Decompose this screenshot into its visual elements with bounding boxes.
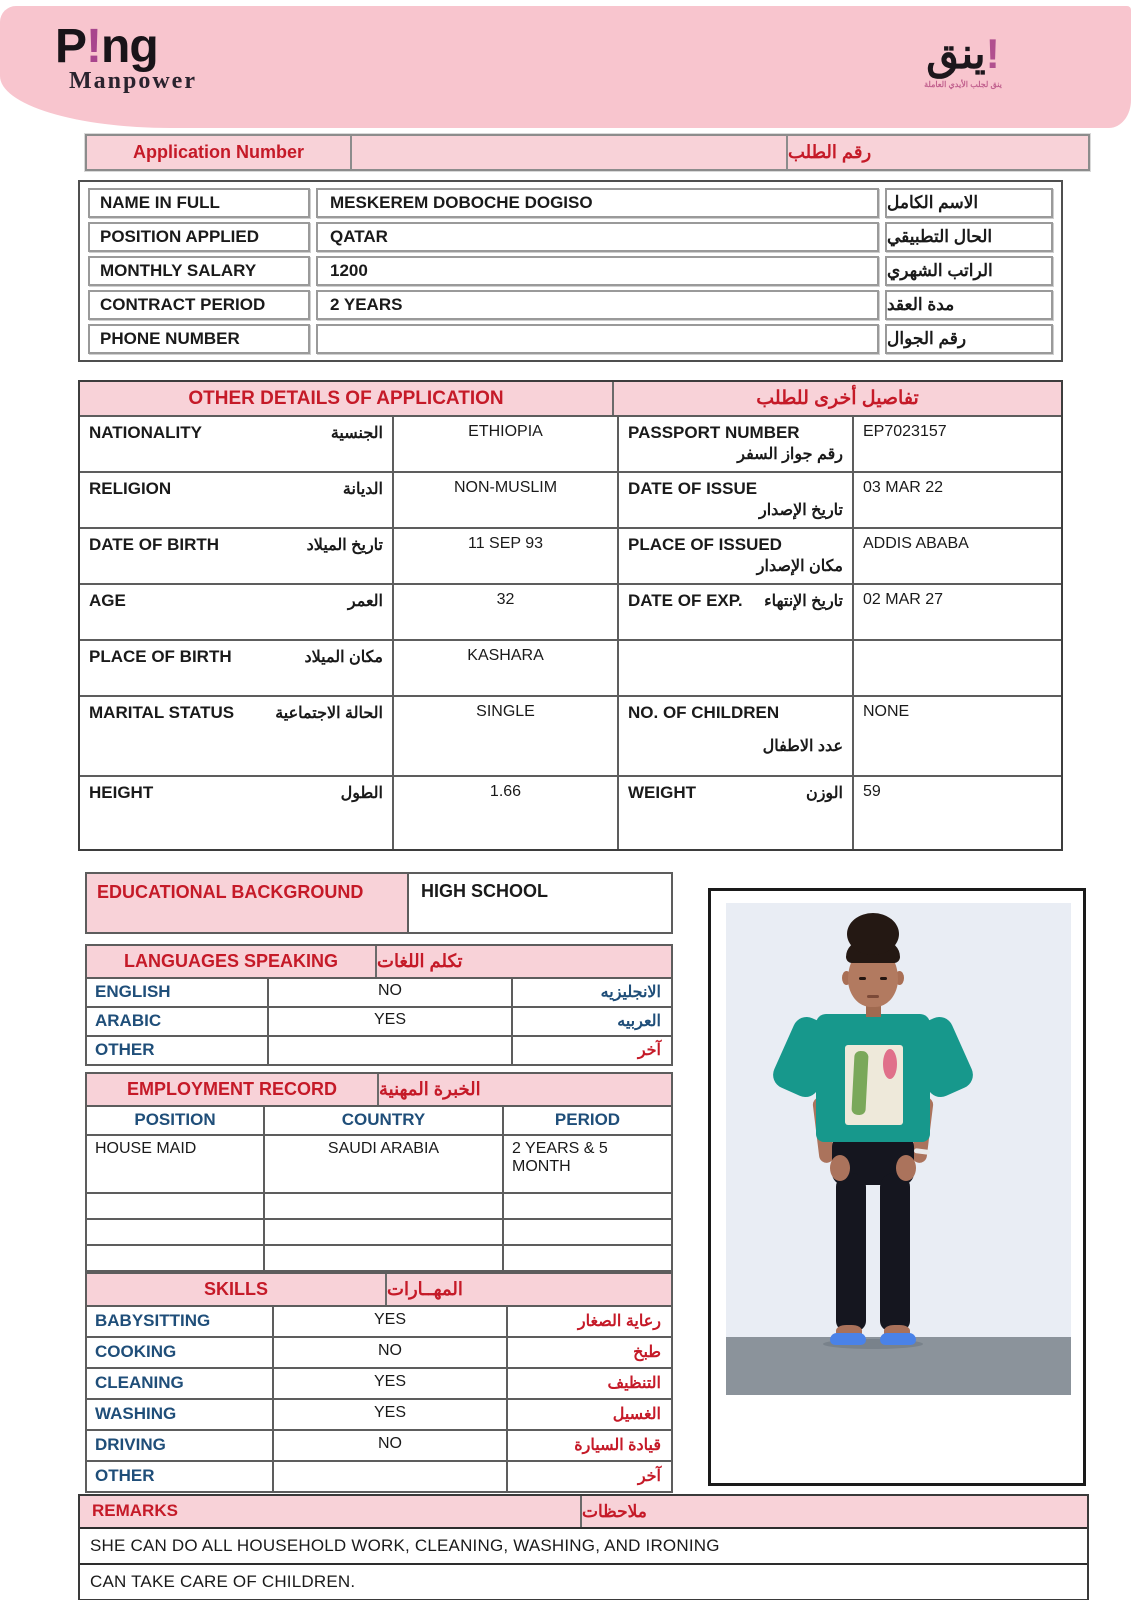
logo-letter-p: P: [55, 20, 87, 73]
other-details-title-arabic: تفاصيل أخرى للطلب: [756, 388, 919, 409]
application-number-label: Application Number: [132, 142, 304, 162]
english-label-arabic: الانجليزيه: [600, 984, 661, 1001]
photo-person-sandal: [880, 1333, 916, 1345]
remarks-title-arabic: ملاحظات: [582, 1501, 647, 1521]
educational-background-table: [85, 872, 673, 934]
babysitting-value: YES: [272, 1307, 508, 1336]
date-of-exp-label: DATE OF EXP. تاريخ الإنتهاء: [617, 585, 852, 639]
table-row: [87, 977, 671, 1006]
cleaning-label: CLEANING: [95, 1373, 184, 1392]
cooking-label: COOKING: [95, 1342, 177, 1361]
other-details-table: [78, 380, 1063, 851]
remarks-title: REMARKS: [80, 1496, 582, 1527]
monthly-salary-label-arabic: الراتب الشهري: [885, 256, 1053, 286]
period-column-header: PERIOD: [502, 1107, 671, 1134]
table-row: [87, 1006, 671, 1035]
nationality-label: NATIONALITY الجنسية: [89, 423, 383, 442]
arabic-label: ARABIC: [95, 1011, 162, 1030]
table-row: [87, 1218, 671, 1244]
english-label: ENGLISH: [95, 982, 171, 1001]
position-applied-label-arabic: الحال التطبيقي: [885, 222, 1053, 252]
skills-header: [87, 1274, 671, 1305]
photo-person-hair-bun: [847, 913, 899, 955]
position-column-header: POSITION: [134, 1110, 216, 1129]
personal-details-table: [78, 180, 1063, 362]
age-value: 32: [392, 585, 617, 639]
table-row: [87, 1460, 671, 1491]
photo-person-hand: [896, 1155, 916, 1181]
no-of-children-value: NONE: [852, 697, 1061, 775]
employment-title-arabic: الخبرة المهنية: [379, 1079, 481, 1099]
phone-number-value: [316, 324, 879, 354]
employment-position-value: HOUSE MAID: [95, 1140, 197, 1157]
application-number-value: [350, 136, 788, 169]
driving-label: DRIVING: [95, 1435, 166, 1454]
no-of-children-label: NO. OF CHILDREN عدد الاطفال: [617, 697, 852, 775]
other-details-title: OTHER DETAILS OF APPLICATION: [80, 382, 614, 415]
photo-person-leg: [880, 1173, 910, 1331]
table-row: [80, 527, 1061, 583]
empty-cell: [617, 641, 852, 695]
skills-title-arabic: المهــارات: [387, 1279, 463, 1299]
employment-record-table: [85, 1072, 673, 1272]
table-row: [88, 324, 1053, 354]
phone-number-label: PHONE NUMBER: [88, 324, 310, 354]
cooking-value: NO: [272, 1338, 508, 1367]
table-row: [87, 1336, 671, 1367]
table-row: [88, 290, 1053, 320]
nationality-value: ETHIOPIA: [392, 417, 617, 471]
applicant-photo-frame: [708, 888, 1086, 1486]
table-row: [80, 415, 1061, 471]
height-value: 1.66: [392, 777, 617, 849]
photo-person-eye: [859, 977, 866, 980]
age-label: AGE العمر: [89, 591, 383, 610]
date-of-birth-value: 11 SEP 93: [392, 529, 617, 583]
skills-table: [85, 1272, 673, 1493]
educational-background-label: EDUCATIONAL BACKGROUND: [87, 874, 407, 932]
languages-title: LANGUAGES SPEAKING: [87, 946, 377, 977]
babysitting-label-arabic: رعاية الصغار: [577, 1313, 661, 1330]
remarks-header: [80, 1496, 1087, 1527]
weight-label: WEIGHT الوزن: [617, 777, 852, 849]
table-row: [88, 188, 1053, 218]
table-row: [88, 256, 1053, 286]
educational-background-value: HIGH SCHOOL: [407, 874, 671, 932]
arabic-logo-subtitle: ينق لجلب الأيدي العاملة: [924, 80, 1002, 89]
languages-header: [87, 946, 671, 977]
remarks-table: [78, 1494, 1089, 1600]
arabic-label-arabic: العربيه: [617, 1013, 661, 1030]
pink-header-banner: [0, 6, 1131, 128]
cooking-label-arabic: طبخ: [633, 1344, 661, 1361]
passport-number-label: PASSPORT NUMBER رقم جواز السفر: [617, 417, 852, 471]
logo-exclamation-icon: !: [86, 20, 101, 73]
religion-value: NON-MUSLIM: [392, 473, 617, 527]
languages-title-arabic: تكلم اللغات: [377, 951, 463, 971]
logo-letters-ng: ng: [101, 20, 158, 73]
contract-period-value: 2 YEARS: [316, 290, 879, 320]
contract-period-label-arabic: مدة العقد: [885, 290, 1053, 320]
arabic-logo-exclamation-icon: !: [985, 30, 1000, 77]
table-row: [87, 1035, 671, 1064]
application-number-row: [85, 134, 1090, 171]
monthly-salary-label: MONTHLY SALARY: [88, 256, 310, 286]
passport-number-value: EP7023157: [852, 417, 1061, 471]
country-column-header: COUNTRY: [263, 1107, 502, 1134]
table-row: [87, 1367, 671, 1398]
table-row: [87, 1244, 671, 1270]
name-in-full-value: MESKEREM DOBOCHE DOGISO: [316, 188, 879, 218]
washing-label: WASHING: [95, 1404, 177, 1423]
arabic-logo-wordmark: [863, 30, 1063, 78]
table-row: [80, 471, 1061, 527]
religion-label: RELIGION الديانة: [89, 479, 383, 498]
phone-number-label-arabic: رقم الجوال: [885, 324, 1053, 354]
applicant-photo: [726, 903, 1071, 1395]
washing-label-arabic: الغسيل: [612, 1406, 661, 1423]
babysitting-label: BABYSITTING: [95, 1311, 211, 1330]
other-skill-label: OTHER: [95, 1466, 155, 1485]
other-language-value: [267, 1037, 513, 1064]
table-row: [87, 1398, 671, 1429]
cleaning-label-arabic: التنظيف: [607, 1375, 661, 1392]
name-in-full-label-arabic: الاسم الكامل: [885, 188, 1053, 218]
marital-status-value: SINGLE: [392, 697, 617, 775]
table-row: [87, 1305, 671, 1336]
ping-logo-wordmark: [55, 22, 197, 72]
other-details-header: [80, 382, 1061, 415]
height-label: HEIGHT الطول: [89, 783, 383, 802]
photo-person-eye: [880, 977, 887, 980]
photo-person-mouth: [867, 995, 879, 998]
remarks-line: SHE CAN DO ALL HOUSEHOLD WORK, CLEANING, WASHING, AND IRONING: [80, 1527, 1087, 1563]
date-of-issue-label: DATE OF ISSUE تاريخ الإصدار: [617, 473, 852, 527]
arabic-value: YES: [267, 1008, 513, 1035]
ping-logo-arabic: [863, 30, 1063, 89]
table-row: [88, 222, 1053, 252]
table-row: [87, 1192, 671, 1218]
other-skill-label-arabic: آخر: [637, 1468, 661, 1485]
table-row: [87, 1134, 671, 1192]
cleaning-value: YES: [272, 1369, 508, 1398]
weight-value: 59: [852, 777, 1061, 849]
table-row: [80, 583, 1061, 639]
place-of-birth-label: PLACE OF BIRTH مكان الميلاد: [89, 647, 383, 666]
employment-country-value: SAUDI ARABIA: [263, 1136, 502, 1192]
application-number-label-arabic: رقم الطلب: [788, 142, 872, 162]
position-applied-label: POSITION APPLIED: [88, 222, 310, 252]
ping-manpower-logo: [55, 22, 197, 95]
skills-title: SKILLS: [87, 1274, 387, 1305]
arabic-logo-name: ينق: [926, 30, 986, 77]
photo-person-leg: [836, 1173, 866, 1331]
other-language-label-arabic: آخر: [637, 1042, 661, 1059]
photo-person-hand: [830, 1155, 850, 1181]
driving-value: NO: [272, 1431, 508, 1460]
employment-column-headers: [87, 1105, 671, 1134]
washing-value: YES: [272, 1400, 508, 1429]
languages-speaking-table: [85, 944, 673, 1066]
marital-status-label: MARITAL STATUS الحالة الاجتماعية: [89, 703, 383, 722]
photo-shirt-print: [845, 1045, 903, 1125]
table-row: [87, 1429, 671, 1460]
english-value: NO: [267, 979, 513, 1006]
remarks-line: CAN TAKE CARE OF CHILDREN.: [80, 1563, 1087, 1599]
table-row: [80, 639, 1061, 695]
monthly-salary-value: 1200: [316, 256, 879, 286]
logo-subtitle: Manpower: [69, 68, 197, 95]
place-of-issued-value: ADDIS ABABA: [852, 529, 1061, 583]
other-language-label: OTHER: [95, 1040, 155, 1059]
table-row: [80, 775, 1061, 849]
photo-person-sandal: [830, 1333, 866, 1345]
driving-label-arabic: قيادة السيارة: [574, 1437, 661, 1454]
employment-title: EMPLOYMENT RECORD: [87, 1074, 379, 1105]
empty-cell: [852, 641, 1061, 695]
employment-header: [87, 1074, 671, 1105]
contract-period-label: CONTRACT PERIOD: [88, 290, 310, 320]
place-of-issued-label: PLACE OF ISSUED مكان الإصدار: [617, 529, 852, 583]
date-of-exp-value: 02 MAR 27: [852, 585, 1061, 639]
other-skill-value: [272, 1462, 508, 1491]
position-applied-value: QATAR: [316, 222, 879, 252]
place-of-birth-value: KASHARA: [392, 641, 617, 695]
date-of-issue-value: 03 MAR 22: [852, 473, 1061, 527]
employment-period-value: 2 YEARS & 5 MONTH: [502, 1136, 671, 1192]
name-in-full-label: NAME IN FULL: [88, 188, 310, 218]
table-row: [80, 695, 1061, 775]
date-of-birth-label: DATE OF BIRTH تاريخ الميلاد: [89, 535, 383, 554]
